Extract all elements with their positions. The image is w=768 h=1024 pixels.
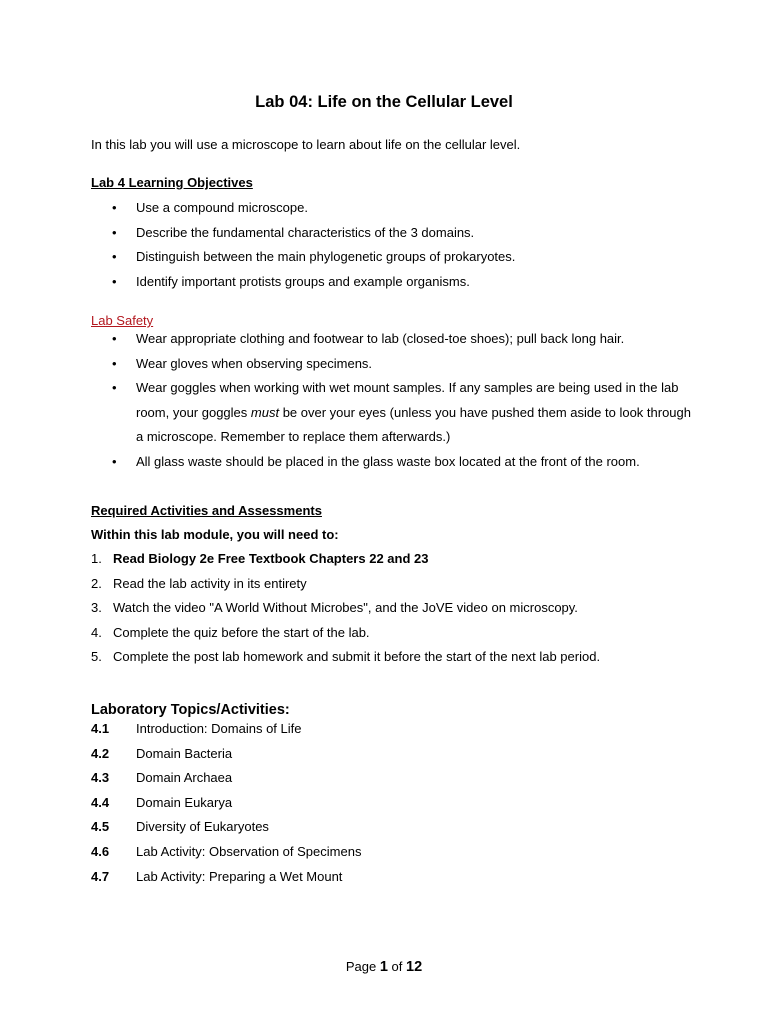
list-item: 4. Complete the quiz before the start of the lab. bbox=[91, 624, 370, 640]
list-item: • All glass waste should be placed in the glass waste box located at the front of the room. bbox=[91, 450, 691, 475]
total-pages: 12 bbox=[406, 959, 423, 975]
objectives-list bbox=[91, 200, 515, 298]
page-title: Lab 04: Life on the Cellular Level bbox=[255, 93, 513, 111]
bullet-icon: • bbox=[112, 331, 117, 346]
bullet-icon: • bbox=[112, 249, 117, 264]
topics-heading: Laboratory Topics/Activities: bbox=[91, 702, 290, 718]
list-item: • Identify important protists groups and example organisms. bbox=[112, 273, 470, 289]
list-item: • Wear appropriate clothing and footwear to lab (closed-toe shoes); pull back long hair. bbox=[91, 327, 691, 352]
current-page-number: 1 bbox=[379, 959, 388, 975]
emphasis-text: must bbox=[250, 404, 280, 420]
bullet-icon: • bbox=[112, 355, 117, 371]
bullet-icon: • bbox=[112, 224, 117, 240]
list-item: • Use a compound microscope. bbox=[112, 200, 308, 215]
bullet-icon: • bbox=[112, 380, 117, 396]
requirements-subheading: Within this lab module, you will need to: bbox=[91, 527, 339, 542]
list-item: 5. Complete the post lab homework and submit it before the start of the next lab period. bbox=[91, 649, 601, 665]
list-item: • Wear gloves when observing specimens. bbox=[91, 352, 691, 377]
page-footer: Page 1 of 12 bbox=[345, 959, 423, 975]
safety-heading: Lab Safety bbox=[91, 313, 154, 328]
bullet-icon: • bbox=[112, 453, 117, 469]
objectives-heading: Lab 4 Learning Objectives bbox=[91, 175, 253, 190]
list-item: 2. Read the lab activity in its entirety bbox=[91, 575, 307, 591]
requirements-heading: Required Activities and Assessments bbox=[91, 503, 322, 518]
requirements-list bbox=[91, 551, 600, 674]
safety-list bbox=[91, 327, 691, 475]
list-item: 3. Watch the video "A World Without Microbes", and the JoVE video on microscopy. bbox=[91, 600, 578, 616]
list-item: • Distinguish between the main phylogenetic groups of prokaryotes. bbox=[112, 249, 516, 264]
list-item: • Describe the fundamental characteristics of the 3 domains. bbox=[112, 224, 475, 240]
list-item: • Wear goggles when working with wet mount samples. If any samples are being used in the lab room, your goggles must be over your eyes (unless you have pushed them aside to look through a microscope. Remember to replace them afterwards.) bbox=[91, 376, 691, 450]
document-page: Lab 04: Life on the Cellular Level In this lab you will use a microscope to learn about life on the cellular level. Lab 4 Learning Objectives • Use a compound microscope. • Describe the fundamental characteristics of the 3 domains. • Distinguish between the main phylogenetic groups of prokaryotes. • Identify important protists groups and example organisms. Lab Safety • Wear appropriate clothing and footwear to lab (closed-toe shoes); pull back long hair. • Wear gloves when observing specimens. • Wear goggles when working with wet mount samples. If any samples are being used in the lab room, your goggles must be over your eyes (unless you have pushed them aside to look through a microscope. Remember to replace them afterwards.) • All glass waste should be placed in the glass waste box located at the front of the room. Required Activities and Assessments Within this lab module, you will need to: 1. Read Biology 2e Free Textbook Chapters 22 and 23 2. Read the lab activity in its entirety 3. Watch the video "A World Without Microbes", and the JoVE video on microscopy. 4. Complete the quiz before the start of the lab. 5. Complete the post lab homework and submit it before the start of the next lab period. Laboratory Topics/Activities: 4.1 Introduction: Domains of Life 4.2 Domain Bacteria 4.3 Domain Archaea 4.4 Domain Eukarya 4.5 Diversity of Eukaryotes 4.6 Lab Activity: Observation of Specimens 4.7 Lab Activity: Preparing a Wet Mount Page 1 of 12 bbox=[0, 0, 768, 1024]
bullet-icon: • bbox=[112, 273, 117, 289]
list-item: 1. Read Biology 2e Free Textbook Chapters 22 and 23 bbox=[91, 551, 429, 566]
bullet-icon: • bbox=[112, 200, 117, 215]
intro-paragraph: In this lab you will use a microscope to learn about life on the cellular level. bbox=[91, 137, 521, 152]
